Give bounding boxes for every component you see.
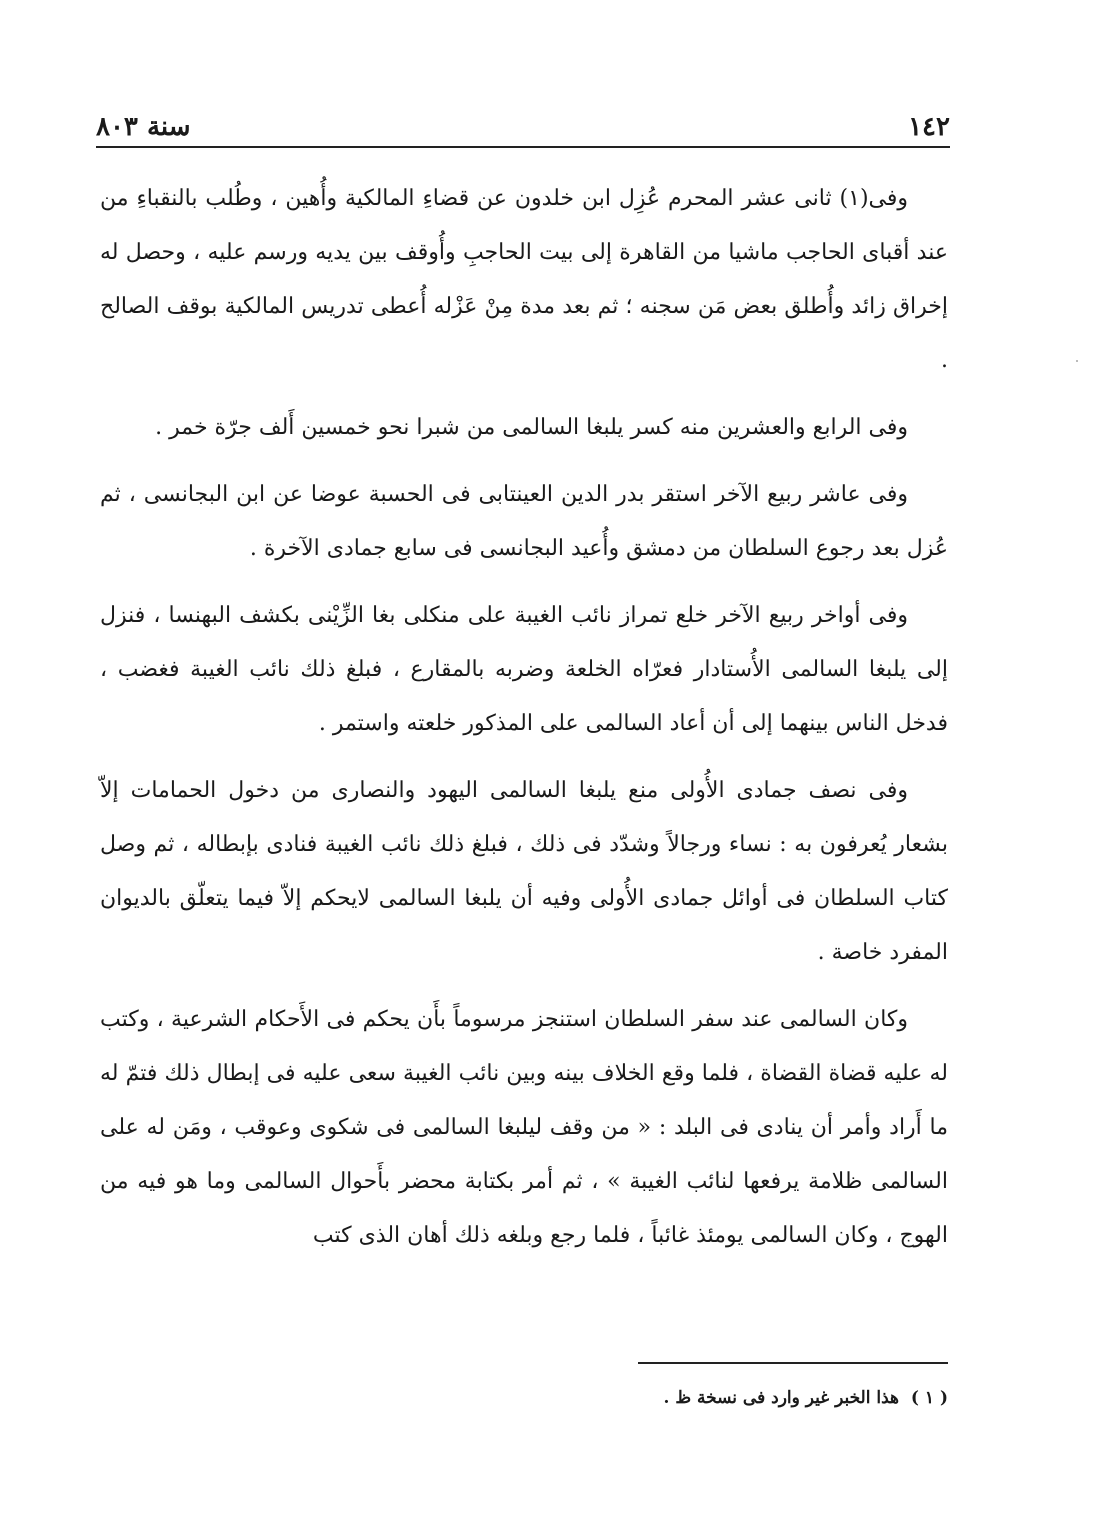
paragraph: وفى عاشر ربيع الآخر استقر بدر الدين العينتابى فى الحسبة عوضا عن ابن البجانسى ، ثم عُزل بعد رجوع السلطان من دمشق وأُعيد البجانسى فى سابع جمادى الآخرة .	[100, 482, 948, 561]
footnote-rule	[638, 1362, 948, 1364]
paragraph: وكان السالمى عند سفر السلطان استنجز مرسوماً بأَن يحكم فى الأَحكام الشرعية ، وكتب له عليه قضاة القضاة ، فلما وقع الخلاف بينه وبين نائب الغيبة سعى عليه فى إبطال ذلك فتمّ له ما أَراد وأمر أن ينادى فى البلد : « من وقف ليلبغا السالمى فى شكوى وعوقب ، ومَن له على السالمى ظلامة يرفعها لنائب الغيبة » ، ثم أمر بكتابة محضر بأَحوال السالمى وما هو فيه من الهوج ، وكان السالمى يومئذ غائباً ، فلما رجع وبلغه ذلك أهان الذى كتب	[100, 1007, 948, 1248]
paragraph: وفى(١) ثانى عشر المحرم عُزِل ابن خلدون عن قضاءِ المالكية وأُهين ، وطُلب بالنقباءِ من عند أقباى الحاجب ماشيا من القاهرة إلى بيت الحاجبِ وأُوقف بين يديه ورسم عليه ، وحصل له إخراق زائد وأُطلق بعض مَن سجنه ؛ ثم بعد مدة مِنْ عَزْله أُعطى تدريس المالكية بوقف الصالح .	[100, 186, 948, 373]
running-head-year: سنة ٨٠٣	[96, 112, 191, 142]
scan-speck	[1076, 360, 1078, 362]
footnote	[664, 1388, 948, 1408]
header-rule	[96, 146, 950, 148]
main-text	[100, 172, 948, 1263]
footnote-mark: ( ١ )	[910, 1388, 948, 1408]
page-header	[96, 92, 950, 142]
footnote-text: هذا الخبر غير وارد فى نسخة ظ .	[663, 1388, 899, 1408]
paragraph: وفى الرابع والعشرين منه كسر يلبغا السالمى من شبرا نحو خمسين أَلف جرّة خمر .	[155, 415, 908, 440]
paragraph: وفى أواخر ربيع الآخر خلع تمراز نائب الغيبة على منكلى بغا الزِّيْنى بكشف البهنسا ، فنزل إلى يلبغا السالمى الأُستادار فعرّاه الخلعة وضربه بالمقارع ، فبلغ ذلك نائب الغيبة فغضب ، فدخل الناس بينهما إلى أن أعاد السالمى على المذكور خلعته واستمر .	[100, 603, 948, 736]
paragraph: وفى نصف جمادى الأُولى منع يلبغا السالمى اليهود والنصارى من دخول الحمامات إلاّ بشعار يُعرفون به : نساء ورجالاً وشدّد فى ذلك ، فبلغ ذلك نائب الغيبة فنادى بإبطاله ، ثم وصل كتاب السلطان فى أوائل جمادى الأُولى وفيه أن يلبغا السالمى لايحكم إلاّ فيما يتعلّق بالديوان المفرد خاصة .	[100, 778, 948, 965]
page-number: ١٤٢	[908, 112, 950, 142]
